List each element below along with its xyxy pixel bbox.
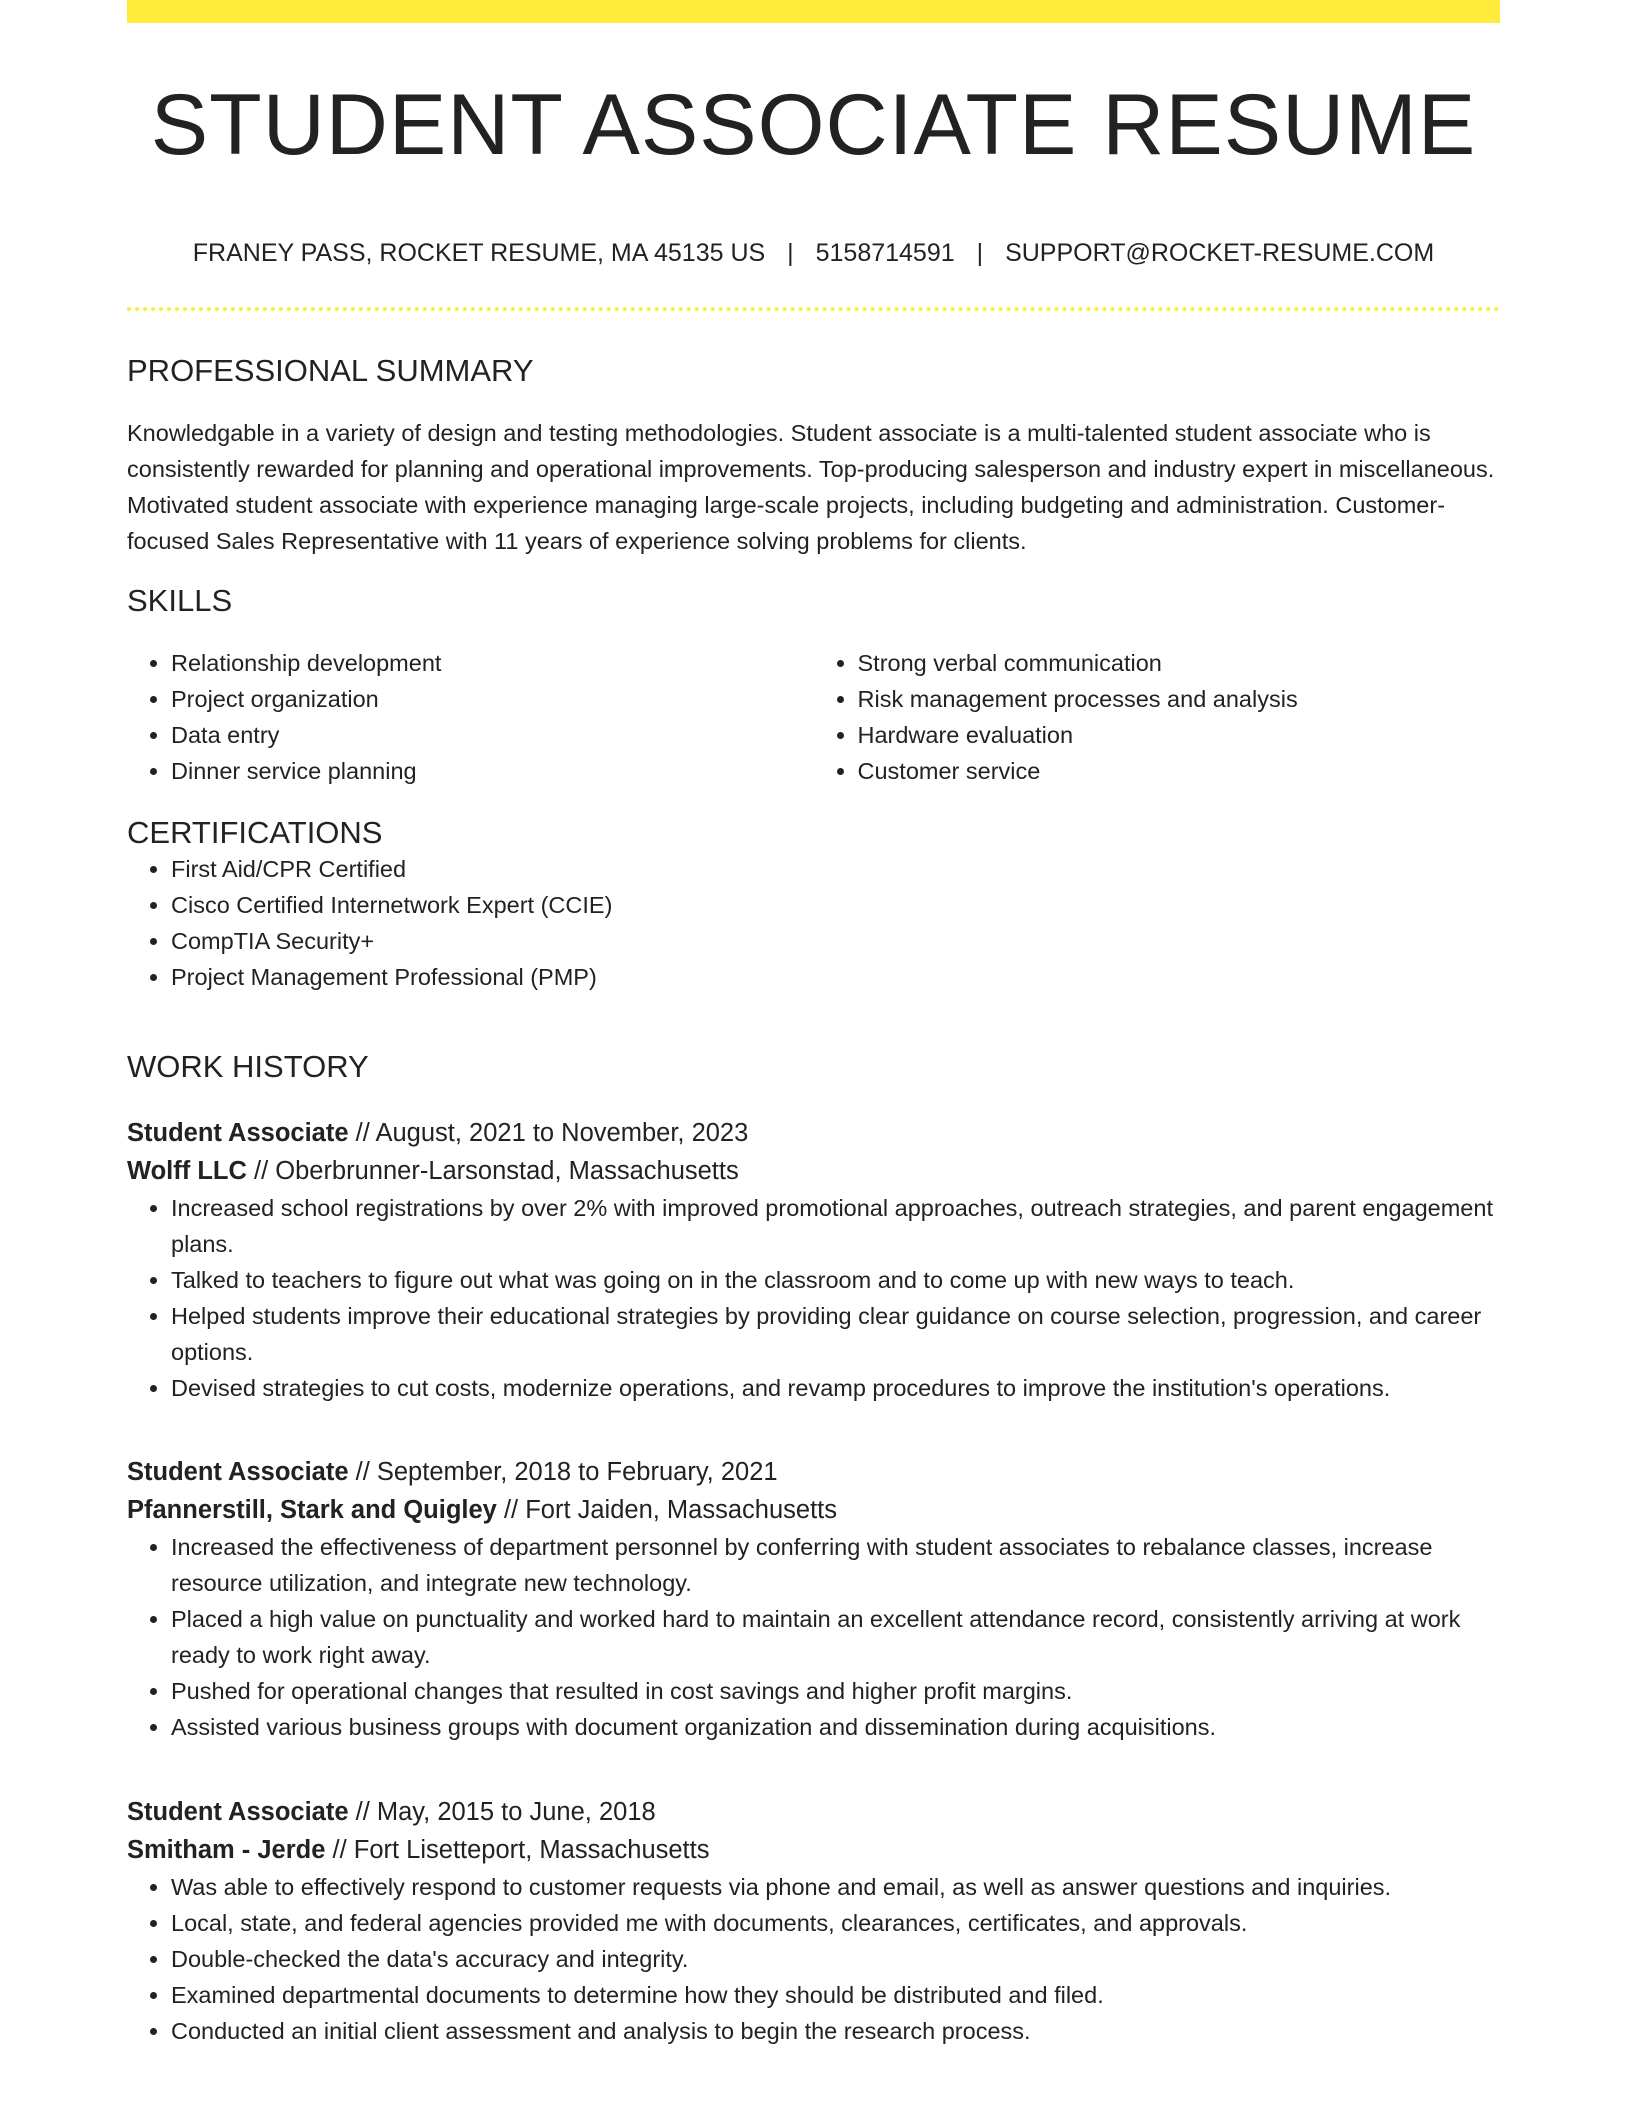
job-entry: [127, 1114, 1500, 1406]
contact-email: SUPPORT@ROCKET-RESUME.COM: [1005, 239, 1435, 267]
job-title-line: [127, 1114, 1500, 1152]
job-title: Student Associate: [127, 1458, 349, 1486]
skill-item: • Strong verbal communication: [858, 645, 1501, 681]
summary-heading: PROFESSIONAL SUMMARY: [127, 353, 534, 388]
skill-item: • Project organization: [171, 681, 814, 717]
job-bullet: • Pushed for operational changes that resulted in cost savings and higher profit margins.: [171, 1673, 1500, 1709]
job-company-line: [127, 1491, 1500, 1529]
certification-item: • Project Management Professional (PMP): [171, 959, 1500, 995]
job-dates: // August, 2021 to November, 2023: [348, 1119, 749, 1147]
job-bullets: [127, 1869, 1500, 2049]
certifications-section: [127, 814, 1500, 995]
contact-separator: |: [787, 239, 794, 267]
certification-item: • Cisco Certified Internetwork Expert (CCIE): [171, 887, 1500, 923]
job-location: // Fort Lisetteport, Massachusetts: [325, 1836, 710, 1864]
job-location: // Oberbrunner-Larsonstad, Massachusetts: [246, 1157, 739, 1185]
job-bullet: • Was able to effectively respond to customer requests via phone and email, as well as answer questions and inquiries.: [171, 1869, 1500, 1905]
job-company-line: [127, 1152, 1500, 1190]
contact-separator: |: [976, 239, 984, 267]
contact-phone: 5158714591: [815, 239, 955, 267]
job-company-line: [127, 1831, 1500, 1869]
summary-text: Knowledgable in a variety of design and testing methodologies. Student associate is a multi-talented student associate who is consistently rewarded for planning and operational improvements. Top-producing salesperson and industry expert in miscellaneous. Motivated student associate with experience managing large-scale projects, including budgeting and administration. Customer-focused Sales Representative with 11 years of experience solving problems for clients.: [127, 420, 1495, 555]
job-entry: [127, 1453, 1500, 1745]
job-company: Wolff LLC: [127, 1157, 247, 1185]
summary-section: [127, 352, 1500, 559]
skills-list-left: [127, 645, 814, 789]
contact-address: FRANEY PASS, ROCKET RESUME, MA 45135 US: [192, 239, 766, 267]
skill-item: • Dinner service planning: [171, 753, 814, 789]
job-location: // Fort Jaiden, Massachusetts: [496, 1496, 838, 1524]
job-bullet: • Placed a high value on punctuality and worked hard to maintain an excellent attendance record, consistently arriving at work ready to work right away.: [171, 1601, 1500, 1673]
job-dates: // September, 2018 to February, 2021: [348, 1458, 778, 1486]
job-bullet: • Devised strategies to cut costs, modernize operations, and revamp procedures to improve the institution's operations.: [171, 1370, 1500, 1406]
job-company: Smitham - Jerde: [127, 1836, 326, 1864]
job-dates: // May, 2015 to June, 2018: [348, 1798, 656, 1826]
accent-top-bar: [127, 0, 1500, 23]
skills-section: [127, 582, 1500, 789]
skill-item: • Relationship development: [171, 645, 814, 681]
certification-item: • First Aid/CPR Certified: [171, 851, 1500, 887]
skill-item: • Data entry: [171, 717, 814, 753]
skill-item: • Customer service: [858, 753, 1501, 789]
job-bullet: • Increased school registrations by over 2% with improved promotional approaches, outreach strategies, and parent engagement plans.: [171, 1190, 1500, 1262]
skills-list-right: [814, 645, 1501, 789]
skills-heading: SKILLS: [127, 583, 233, 618]
job-bullet: • Double-checked the data's accuracy and integrity.: [171, 1941, 1500, 1977]
certifications-list: [127, 851, 1500, 995]
job-bullet: • Assisted various business groups with document organization and dissemination during acquisitions.: [171, 1709, 1500, 1745]
resume-title: STUDENT ASSOCIATE RESUME: [150, 77, 1477, 173]
job-title-line: [127, 1453, 1500, 1491]
skill-item: • Hardware evaluation: [858, 717, 1501, 753]
job-title: Student Associate: [127, 1798, 349, 1826]
job-entry: [127, 1793, 1500, 2049]
job-bullet: • Increased the effectiveness of department personnel by conferring with student associates to rebalance classes, increase resource utilization, and integrate new technology.: [171, 1529, 1500, 1601]
job-bullets: [127, 1190, 1500, 1406]
job-bullet: • Talked to teachers to figure out what was going on in the classroom and to come up with new ways to teach.: [171, 1262, 1500, 1298]
job-bullet: • Local, state, and federal agencies provided me with documents, clearances, certificates, and approvals.: [171, 1905, 1500, 1941]
job-bullets: [127, 1529, 1500, 1745]
job-bullet: • Conducted an initial client assessment and analysis to begin the research process.: [171, 2013, 1500, 2049]
dotted-divider: [127, 307, 1500, 311]
certification-item: • CompTIA Security+: [171, 923, 1500, 959]
skill-item: • Risk management processes and analysis: [858, 681, 1501, 717]
job-bullet: • Examined departmental documents to determine how they should be distributed and filed.: [171, 1977, 1500, 2013]
skills-columns: [127, 645, 1500, 789]
job-bullet: • Helped students improve their educational strategies by providing clear guidance on course selection, progression, and career options.: [171, 1298, 1500, 1370]
certifications-heading: CERTIFICATIONS: [127, 815, 383, 850]
job-company: Pfannerstill, Stark and Quigley: [127, 1496, 497, 1524]
contact-line: [127, 238, 1500, 268]
work-history-section: [127, 1048, 1500, 1085]
job-title-line: [127, 1793, 1500, 1831]
work-history-heading: WORK HISTORY: [127, 1049, 369, 1084]
job-title: Student Associate: [127, 1119, 349, 1147]
